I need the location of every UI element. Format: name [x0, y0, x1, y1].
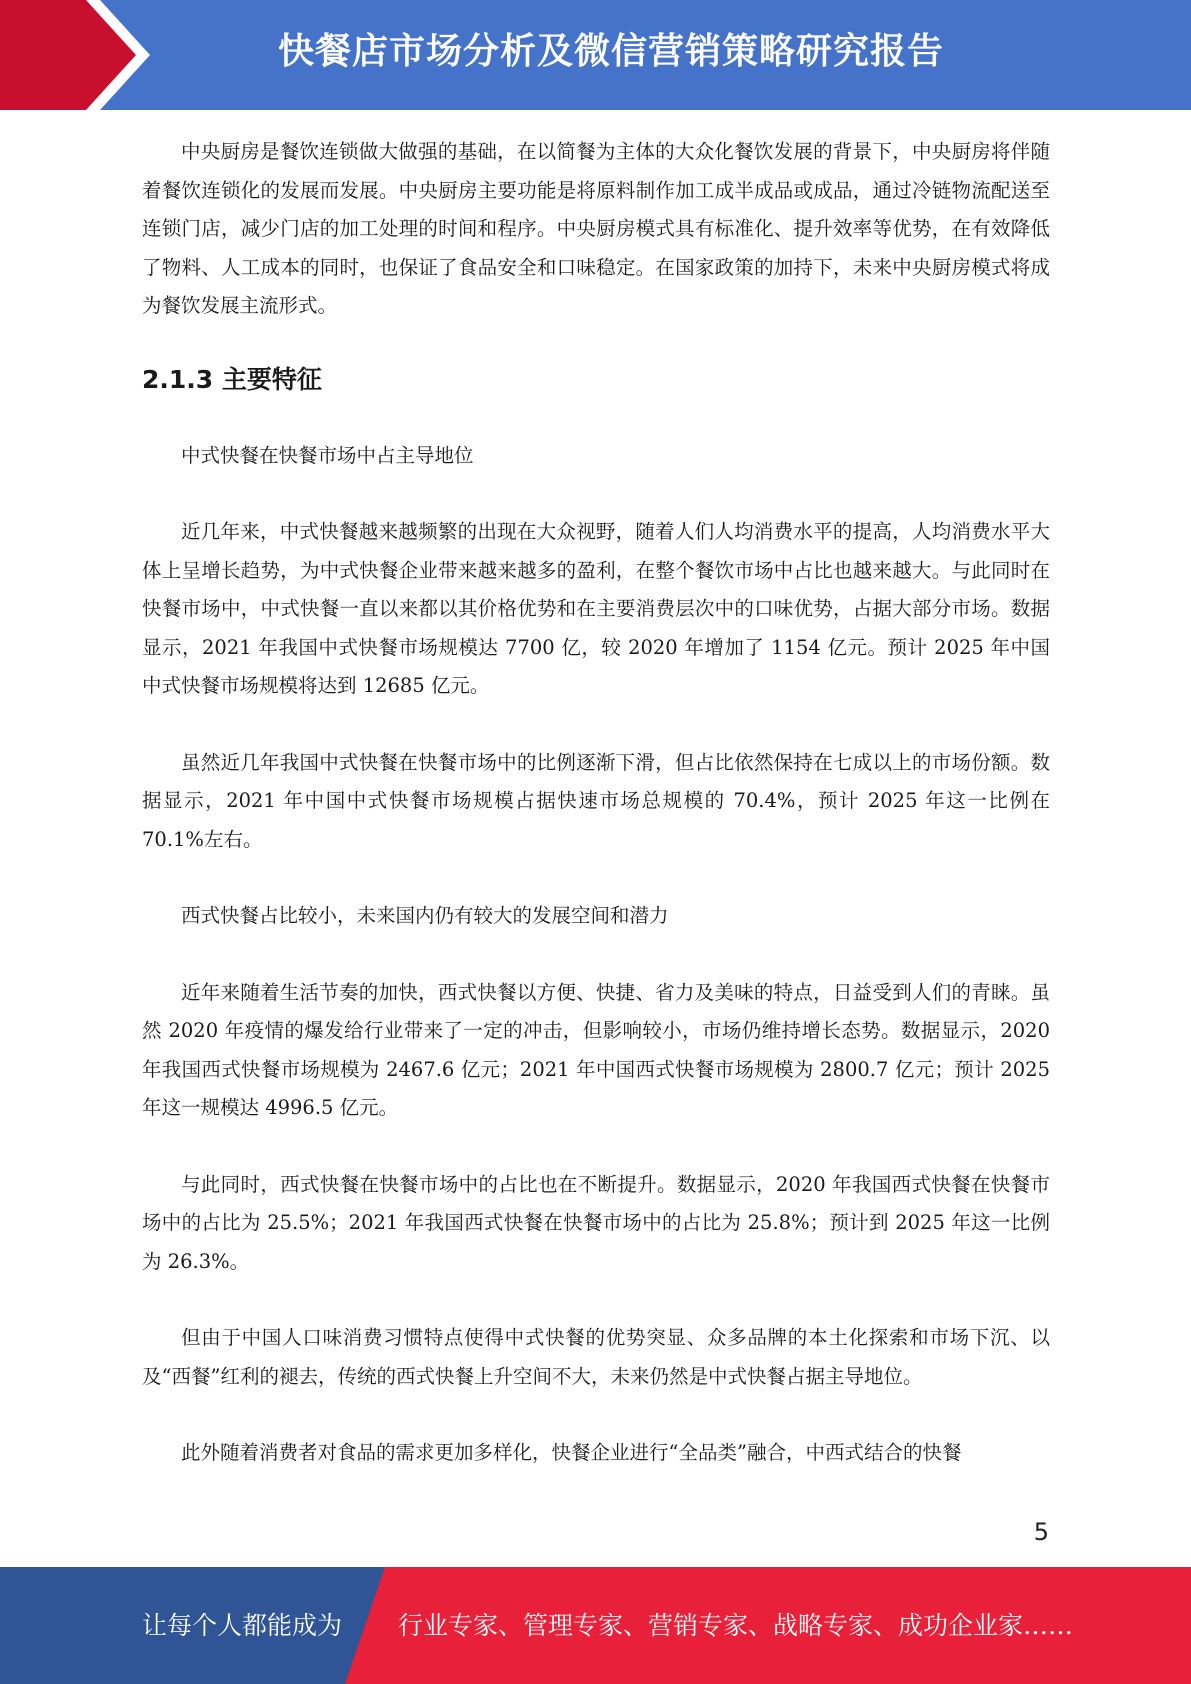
footer-slogan-left: 让每个人都能成为 — [142, 1611, 343, 1640]
paragraph-western-growth: 近年来随着生活节奏的加快，西式快餐以方便、快捷、省力及美味的特点，日益受到人们的青睐。虽然 2020 年疫情的爆发给行业带来了一定的冲击，但影响较小，市场仍维持增长态势。数据显示，2020 年我国西式快餐市场规模为 2467.6 亿元；2021 年中国西式快餐市场规模为 2800.7 亿元；预计 2025 年这一规模达 4996.5 亿元。 — [142, 980, 1050, 1119]
document-title: 快餐店市场分析及微信营销策略研究报告 — [278, 31, 945, 72]
paragraph-chinese-growth: 近几年来，中式快餐越来越频繁的出现在大众视野，随着人们人均消费水平的提高，人均消费水平大体上呈增长趋势，为中式快餐企业带来越来越多的盈利，在整个餐饮市场中占比也越来越大。与此同时在快餐市场中，中式快餐一直以来都以其价格优势和在主要消费层次中的口味优势，占据大部分市场。数据显示，2021 年我国中式快餐市场规模达 7700 亿，较 2020 年增加了 1154 亿元。预计 2025 年中国中式快餐市场规模将达到 12685 亿元。 — [142, 520, 1050, 697]
paragraph-western-share: 与此同时，西式快餐在快餐市场中的占比也在不断提升。数据显示，2020 年我国西式快餐在快餐市场中的占比为 25.5%；2021 年我国西式快餐在快餐市场中的占比为 25.8%；预计到 2025 年这一比例为 26.3%。 — [142, 1172, 1050, 1273]
page-footer — [0, 1567, 1191, 1684]
paragraph-dominance: 但由于中国人口味消费习惯特点使得中式快餐的优势突显、众多品牌的本土化探索和市场下沉、以及“西餐”红利的褪去，传统的西式快餐上升空间不大，未来仍然是中式快餐占据主导地位。 — [142, 1326, 1050, 1388]
paragraph-fusion: 此外随着消费者对食品的需求更加多样化，快餐企业进行“全品类”融合，中西式结合的快餐 — [181, 1441, 962, 1464]
page-number: 5 — [1033, 1518, 1049, 1546]
paragraph-chinese-share: 虽然近几年我国中式快餐在快餐市场中的比例逐渐下滑，但占比依然保持在七成以上的市场份额。数据显示，2021 年中国中式快餐市场规模占据快速市场总规模的 70.4%，预计 2025 年这一比例在 70.1%左右。 — [142, 750, 1050, 851]
section-heading: 2.1.3 主要特征 — [142, 364, 322, 394]
subheading-chinese-fastfood: 中式快餐在快餐市场中占主导地位 — [181, 443, 474, 467]
footer-slogan-right: 行业专家、管理专家、营销专家、战略专家、成功企业家…… — [398, 1611, 1074, 1640]
page-header — [0, 0, 1191, 110]
page-content — [142, 133, 1050, 1473]
intro-paragraph: 中央厨房是餐饮连锁做大做强的基础，在以简餐为主体的大众化餐饮发展的背景下，中央厨房将伴随着餐饮连锁化的发展而发展。中央厨房主要功能是将原料制作加工成半成品或成品，通过冷链物流配送至连锁门店，减少门店的加工处理的时间和程序。中央厨房模式具有标准化、提升效率等优势，在有效降低了物料、人工成本的同时，也保证了食品安全和口味稳定。在国家政策的加持下，未来中央厨房模式将成为餐饮发展主流形式。 — [142, 140, 1050, 317]
subheading-western-fastfood: 西式快餐占比较小，未来国内仍有较大的发展空间和潜力 — [181, 904, 669, 927]
